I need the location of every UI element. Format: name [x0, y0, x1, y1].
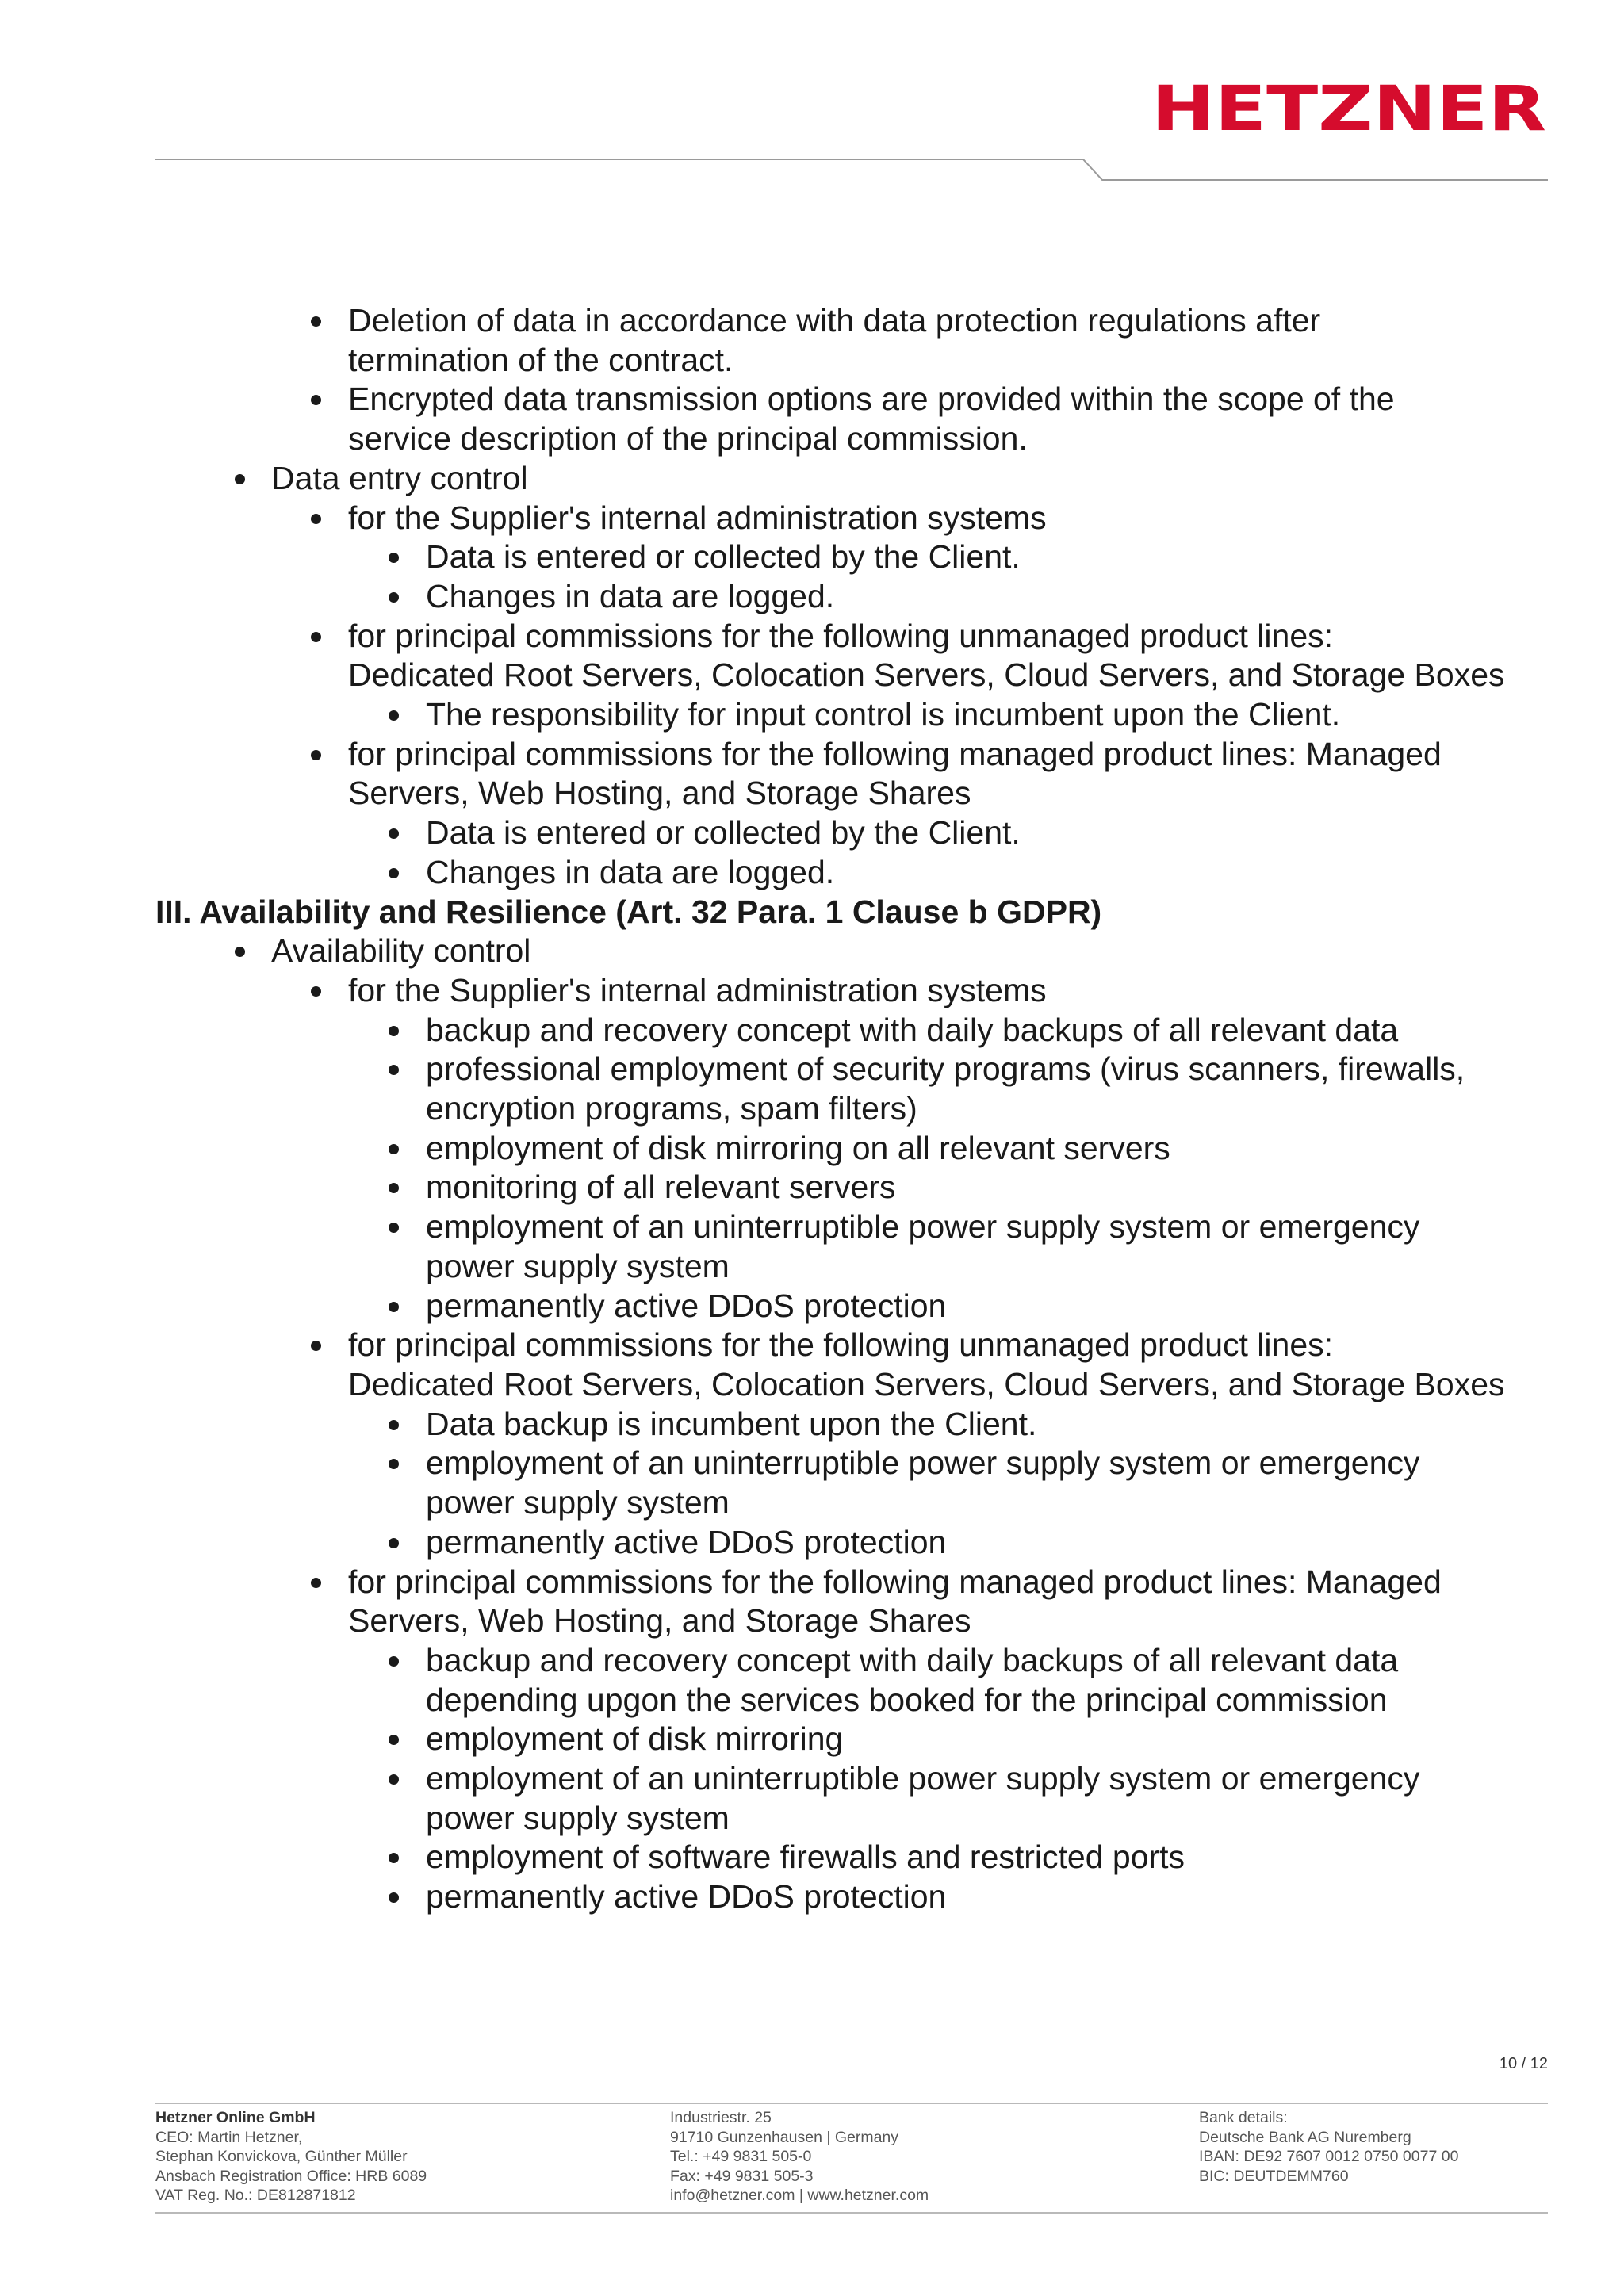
list-item-level-3 [155, 1011, 1583, 1050]
list-item-text: monitoring of all relevant servers [426, 1169, 896, 1206]
list-item-text: depending upgon the services booked for the principal commission [426, 1681, 1388, 1718]
list-item-continuation [155, 1483, 1583, 1523]
list-item-text: The responsibility for input control is incumbent upon the Client. [426, 696, 1341, 733]
list-item-text: for principal commissions for the following managed product lines: Managed [348, 1563, 1442, 1600]
bullet-icon [389, 553, 399, 563]
bullet-icon [311, 986, 321, 997]
list-item-text: termination of the contract. [348, 341, 733, 378]
list-item-text: employment of an uninterruptible power supply system or emergency [426, 1208, 1420, 1246]
bullet-icon [389, 1065, 399, 1075]
bullet-icon [389, 1656, 399, 1667]
list-item-text: service description of the principal commission. [348, 420, 1028, 457]
list-item-text: Dedicated Root Servers, Colocation Servers, Cloud Servers, and Storage Boxes [348, 656, 1505, 694]
bullet-icon [389, 1026, 399, 1036]
bullet-icon [235, 474, 245, 484]
footer-line: Ansbach Registration Office: HRB 6089 [155, 2167, 427, 2185]
bullet-icon [389, 1144, 399, 1154]
list-item-level-3 [155, 695, 1583, 735]
footer-line: BIC: DEUTDEMM760 [1199, 2167, 1349, 2185]
list-item-level-3 [155, 1877, 1583, 1917]
footer-bank [1199, 2108, 1458, 2186]
list-item-level-3 [155, 853, 1583, 893]
list-item-level-2 [155, 499, 1583, 538]
bullet-icon [389, 828, 399, 839]
bullet-icon [311, 395, 321, 405]
list-item-continuation [155, 656, 1583, 695]
list-item-level-3 [155, 1838, 1583, 1877]
footer-line: Industriestr. 25 [670, 2109, 772, 2126]
footer-line: 91710 Gunzenhausen | Germany [670, 2128, 899, 2146]
list-item-text: Dedicated Root Servers, Colocation Servers, Cloud Servers, and Storage Boxes [348, 1365, 1505, 1402]
footer-line: Fax: +49 9831 505-3 [670, 2167, 814, 2185]
list-item-text: power supply system [426, 1247, 730, 1284]
list-item-level-3 [155, 1720, 1583, 1759]
list-item-continuation [155, 341, 1583, 381]
list-item-text: for principal commissions for the following unmanaged product lines: [348, 617, 1334, 654]
list-item-level-2 [155, 380, 1583, 419]
list-item-continuation [155, 1247, 1583, 1287]
bullet-icon [389, 1459, 399, 1469]
footer-bottom-divider [155, 2212, 1548, 2214]
list-item-text: Availability control [271, 932, 531, 970]
list-item-continuation [155, 1681, 1583, 1720]
list-item-level-3 [155, 1523, 1583, 1563]
list-item-continuation [155, 1601, 1583, 1641]
list-item-level-1 [155, 932, 1583, 971]
bullet-icon [389, 1302, 399, 1312]
hetzner-logo [1151, 82, 1548, 135]
list-item-level-2 [155, 617, 1583, 656]
bullet-icon [389, 1183, 399, 1193]
list-item-continuation [155, 419, 1583, 459]
footer-line: IBAN: DE92 7607 0012 0750 0077 00 [1199, 2148, 1459, 2165]
footer-address [670, 2108, 929, 2206]
bullet-icon [389, 1853, 399, 1863]
list-item-text: employment of an uninterruptible power supply system or emergency [426, 1445, 1420, 1482]
list-item-level-3 [155, 1641, 1583, 1681]
list-item-level-3 [155, 1405, 1583, 1445]
list-item-text: III. Availability and Resilience (Art. 32 Para. 1 Clause b GDPR) [155, 893, 1102, 930]
footer-line: VAT Reg. No.: DE812871812 [155, 2187, 356, 2204]
company-name: Hetzner Online GmbH [155, 2109, 316, 2126]
footer-line: Deutsche Bank AG Nuremberg [1199, 2128, 1411, 2146]
list-item-text: for principal commissions for the following managed product lines: Managed [348, 735, 1442, 772]
list-item-level-3 [155, 1759, 1583, 1799]
list-item-level-3 [155, 538, 1583, 577]
list-item-level-2 [155, 735, 1583, 775]
list-item-continuation [155, 1365, 1583, 1405]
footer-line: Stephan Konvickova, Günther Müller [155, 2148, 408, 2165]
list-item-text: permanently active DDoS protection [426, 1878, 947, 1915]
bullet-icon [311, 632, 321, 642]
list-item-text: employment of an uninterruptible power supply system or emergency [426, 1760, 1420, 1797]
list-item-level-2 [155, 1326, 1583, 1365]
bullet-icon [389, 1774, 399, 1785]
bullet-icon [311, 1578, 321, 1588]
list-item-level-3 [155, 577, 1583, 617]
list-item-level-3 [155, 1129, 1583, 1169]
list-item-level-3 [155, 1444, 1583, 1483]
list-item-continuation [155, 1799, 1583, 1839]
list-item-text: Servers, Web Hosting, and Storage Shares [348, 775, 971, 812]
list-item-text: permanently active DDoS protection [426, 1523, 947, 1560]
list-item-text: power supply system [426, 1484, 730, 1521]
bullet-icon [311, 316, 321, 327]
list-item-text: for principal commissions for the following unmanaged product lines: [348, 1326, 1334, 1364]
list-item-text: employment of software firewalls and restricted ports [426, 1839, 1185, 1876]
list-item-text: backup and recovery concept with daily backups of all relevant data [426, 1011, 1399, 1048]
list-item-level-1 [155, 459, 1583, 499]
bullet-icon [389, 1420, 399, 1430]
bullet-icon [311, 750, 321, 760]
list-item-text: Deletion of data in accordance with data protection regulations after [348, 302, 1321, 339]
footer-contact-link[interactable]: info@hetzner.com | www.hetzner.com [670, 2187, 929, 2204]
list-item-level-3 [155, 813, 1583, 853]
list-item-continuation [155, 774, 1583, 813]
list-item-level-3 [155, 1287, 1583, 1326]
bullet-icon [389, 1223, 399, 1233]
list-item-text: for the Supplier's internal administration systems [348, 971, 1047, 1008]
list-item-text: Changes in data are logged. [426, 577, 835, 614]
bullet-icon [389, 710, 399, 721]
list-item-text: employment of disk mirroring on all relevant servers [426, 1129, 1170, 1166]
footer-line: Bank details: [1199, 2109, 1288, 2126]
list-item-level-2 [155, 971, 1583, 1011]
footer-company [155, 2108, 427, 2206]
list-item-level-3 [155, 1207, 1583, 1247]
bullet-icon [311, 514, 321, 524]
bullet-icon [311, 1341, 321, 1351]
list-item-text: Data is entered or collected by the Client. [426, 814, 1021, 851]
bullet-icon [389, 1735, 399, 1745]
list-item-text: Data is entered or collected by the Client. [426, 538, 1021, 576]
page-number: 10 / 12 [1499, 2055, 1548, 2072]
list-item-text: Changes in data are logged. [426, 853, 835, 890]
bullet-icon [389, 868, 399, 878]
bullet-icon [389, 1892, 399, 1903]
list-item-level-3 [155, 1050, 1583, 1089]
list-item-text: for the Supplier's internal administration systems [348, 499, 1047, 536]
list-item-text: professional employment of security programs (virus scanners, firewalls, [426, 1050, 1465, 1088]
footer-line: CEO: Martin Hetzner, [155, 2128, 303, 2146]
list-item-continuation [155, 1089, 1583, 1129]
bullet-icon [389, 592, 399, 603]
list-item-level-2 [155, 1563, 1583, 1602]
list-item-text: Data entry control [271, 459, 528, 496]
list-item-text: permanently active DDoS protection [426, 1287, 947, 1324]
list-item-text: Encrypted data transmission options are provided within the scope of the [348, 381, 1395, 418]
svg-text:HETZNER: HETZNER [1151, 82, 1546, 135]
list-item-text: backup and recovery concept with daily backups of all relevant data [426, 1641, 1399, 1678]
footer-line: Tel.: +49 9831 505-0 [670, 2148, 812, 2165]
list-item-text: Data backup is incumbent upon the Client. [426, 1405, 1037, 1442]
bullet-icon [235, 947, 245, 957]
list-item-level-3 [155, 1168, 1583, 1207]
list-item-level-2 [155, 301, 1583, 341]
list-item-text: employment of disk mirroring [426, 1720, 844, 1758]
section-heading [155, 893, 1583, 932]
list-item-text: encryption programs, spam filters) [426, 1090, 917, 1127]
bullet-icon [389, 1538, 399, 1548]
list-item-text: power supply system [426, 1799, 730, 1836]
list-item-text: Servers, Web Hosting, and Storage Shares [348, 1602, 971, 1640]
footer-top-divider [155, 2103, 1548, 2104]
document-body [155, 301, 1583, 1917]
